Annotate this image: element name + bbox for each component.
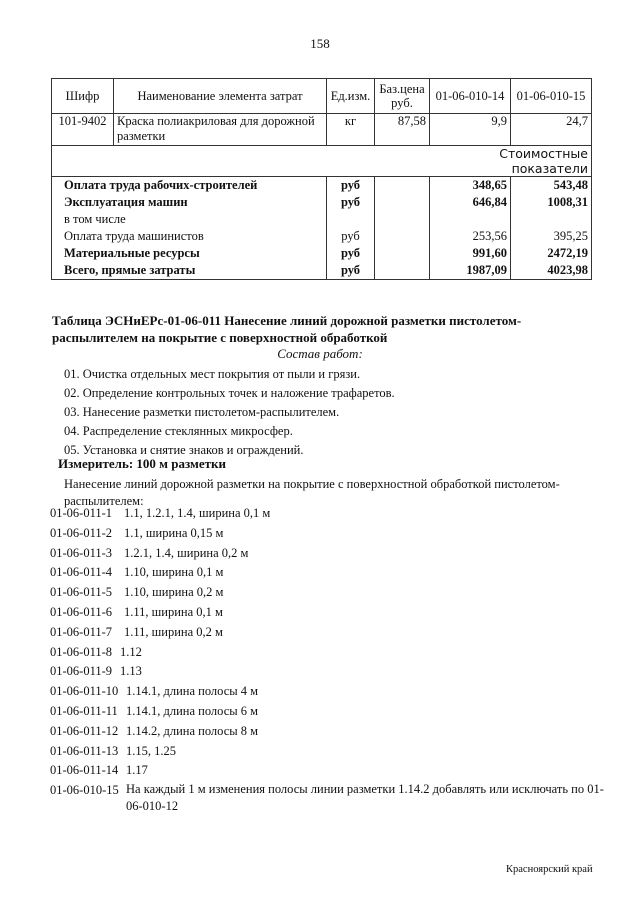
- code-text: 1.13: [120, 664, 142, 679]
- header-code: Шифр: [52, 79, 114, 114]
- summary-name: Оплата труда машинистов: [52, 228, 327, 245]
- code-text: 1.14.1, длина полосы 6 м: [126, 703, 259, 718]
- section-row: [52, 146, 592, 177]
- code-text: На каждый 1 м изменения полосы линии разметки 1.14.2 добавлять или исключать по 01-06-010-12: [126, 782, 604, 814]
- header-name: Наименование элемента затрат: [114, 79, 327, 114]
- summary-unit: руб: [327, 177, 375, 195]
- list-item: [50, 643, 606, 663]
- table-row: [52, 262, 592, 280]
- table-row: [52, 114, 592, 146]
- list-item: [50, 761, 606, 781]
- code-text: 1.2.1, 1.4, ширина 0,2 м: [124, 545, 249, 560]
- table-row: [52, 177, 592, 195]
- list-item: [50, 583, 606, 603]
- list-item: [50, 603, 606, 623]
- code: 01-06-011-4: [50, 565, 113, 580]
- list-item: [50, 702, 606, 722]
- material-name: Краска полиакриловая для дорожной разметки: [114, 114, 327, 146]
- code-text: 1.11, ширина 0,2 м: [124, 624, 223, 639]
- code-text: 1.1, ширина 0,15 м: [124, 525, 224, 540]
- code: 01-06-011-11: [50, 703, 118, 718]
- list-item: [50, 504, 606, 524]
- material-v14: 9,9: [430, 114, 511, 146]
- list-item: [50, 563, 606, 583]
- list-item: [50, 623, 606, 643]
- list-item: [50, 662, 606, 682]
- code: 01-06-011-13: [50, 743, 119, 758]
- summary-name: Всего, прямые затраты: [52, 262, 327, 280]
- summary-unit: руб: [327, 262, 375, 280]
- footer-region: Красноярский край: [506, 864, 593, 875]
- material-base-price: 87,58: [375, 114, 430, 146]
- work-item: 05. Установка и снятие знаков и ограждений.: [64, 443, 304, 457]
- code-text: 1.1, 1.2.1, 1.4, ширина 0,1 м: [124, 506, 271, 520]
- summary-v14: 991,60: [430, 245, 511, 262]
- material-v15: 24,7: [511, 114, 592, 146]
- table-row: [52, 194, 592, 211]
- list-item: [50, 524, 606, 544]
- code: 01-06-011-2: [50, 525, 113, 540]
- list-item: [50, 722, 606, 742]
- code: 01-06-011-3: [50, 545, 113, 560]
- code: 01-06-011-6: [50, 604, 113, 619]
- code-text: 1.10, ширина 0,2 м: [124, 585, 224, 600]
- summary-v15: 4023,98: [511, 262, 592, 280]
- summary-unit: руб: [327, 194, 375, 211]
- cost-table: [51, 78, 592, 280]
- summary-v14: 348,65: [430, 177, 511, 195]
- code: 01-06-011-14: [50, 763, 119, 778]
- material-code: 101-9402: [52, 114, 114, 146]
- code: 01-06-011-10: [50, 684, 119, 699]
- code-text: 1.12: [120, 644, 142, 659]
- list-item: [50, 781, 606, 815]
- summary-name: Эксплуатация машин: [52, 194, 327, 211]
- work-item: 04. Распределение стеклянных микросфер.: [64, 424, 293, 438]
- summary-name: Материальные ресурсы: [52, 245, 327, 262]
- codes-list: [50, 504, 606, 815]
- code-text: 1.15, 1.25: [126, 743, 176, 758]
- code-text: 1.14.2, длина полосы 8 м: [126, 723, 259, 738]
- table-row: [52, 228, 592, 245]
- code: 01-06-011-8: [50, 644, 113, 659]
- summary-name: Оплата труда рабочих-строителей: [52, 177, 327, 195]
- code: 01-06-011-7: [50, 624, 113, 639]
- code: 01-06-011-5: [50, 585, 113, 600]
- code: 01-06-011-9: [50, 664, 113, 679]
- material-unit: кг: [327, 114, 375, 146]
- table-row: [52, 245, 592, 262]
- summary-v14: 646,84: [430, 194, 511, 211]
- summary-v15: 2472,19: [511, 245, 592, 262]
- summary-name: в том числе: [52, 211, 327, 228]
- header-010-15: 01-06-010-15: [511, 79, 592, 114]
- summary-v15: 1008,31: [511, 194, 592, 211]
- header-unit: Ед.изм.: [327, 79, 375, 114]
- list-item: [50, 682, 606, 702]
- table-row: [52, 211, 592, 228]
- list-item: [50, 544, 606, 564]
- list-item: [50, 742, 606, 762]
- measure-unit: Измеритель: 100 м разметки: [58, 456, 227, 471]
- section-title: Таблица ЭСНиЕРс-01-06-011 Нанесение линий дорожной разметки пистолетом-распылителем на покрытие с поверхностной обработкой: [52, 313, 522, 345]
- section-subtitle: Состав работ:: [277, 346, 363, 361]
- code-text: 1.11, ширина 0,1 м: [124, 604, 223, 619]
- header-base-price: Баз.цена руб.: [375, 79, 430, 114]
- table-header-row: [52, 79, 592, 114]
- summary-v14: 1987,09: [430, 262, 511, 280]
- page-number: 158: [310, 36, 330, 51]
- header-010-14: 01-06-010-14: [430, 79, 511, 114]
- summary-unit: руб: [327, 245, 375, 262]
- summary-unit: руб: [327, 228, 375, 245]
- work-item: 03. Нанесение разметки пистолетом-распылителем.: [64, 405, 340, 419]
- summary-v15: 395,25: [511, 228, 592, 245]
- code-text: 1.10, ширина 0,1 м: [124, 565, 224, 580]
- works-list: [64, 365, 395, 460]
- work-item: 01. Очистка отдельных мест покрытия от пыли и грязи.: [64, 367, 361, 381]
- code: 01-06-011-1: [50, 506, 113, 520]
- summary-v15: 543,48: [511, 177, 592, 195]
- work-item: 02. Определение контрольных точек и наложение трафаретов.: [64, 386, 395, 400]
- summary-v14: 253,56: [430, 228, 511, 245]
- code: 01-06-011-12: [50, 723, 119, 738]
- section-label: Стоимостные показатели: [430, 146, 592, 177]
- code-text: 1.14.1, длина полосы 4 м: [126, 684, 259, 699]
- code: 01-06-010-15: [50, 783, 119, 798]
- codes-description: Нанесение линий дорожной разметки на покрытие с поверхностной обработкой пистолетом-распылителем:: [64, 477, 560, 508]
- code-text: 1.17: [126, 763, 148, 778]
